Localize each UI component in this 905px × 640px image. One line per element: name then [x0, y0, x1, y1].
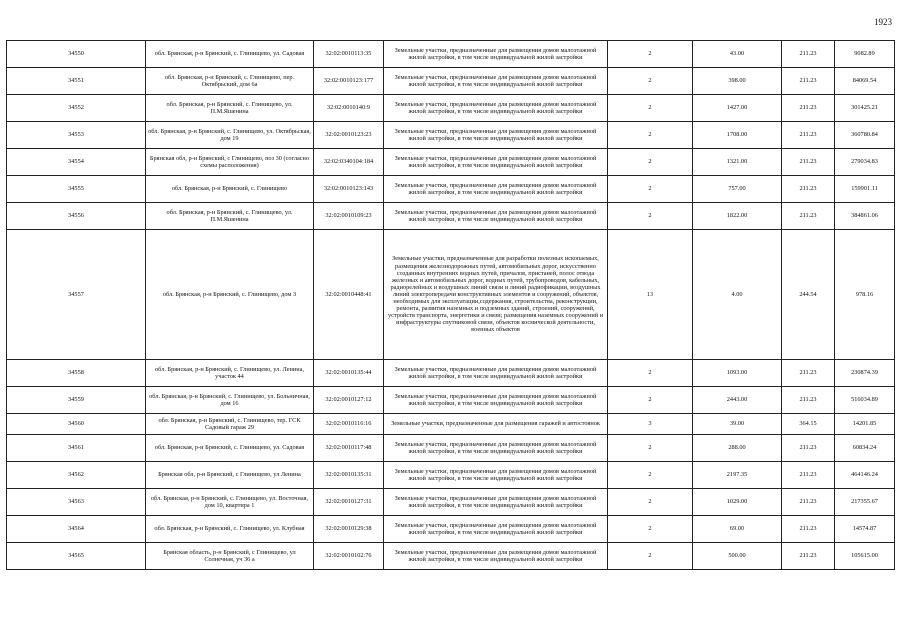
- row-cadastral-value: 384861.06: [835, 203, 895, 230]
- row-group: 3: [608, 414, 693, 435]
- row-area: 43.00: [693, 41, 782, 68]
- row-land-use: Земельные участки, предназначенные для размещения домов малоэтажной жилой застройки, в том числе индивидуальной жилой застройки: [384, 387, 608, 414]
- table-row: [7, 414, 895, 435]
- row-number: 34561: [7, 435, 146, 462]
- row-land-use: Земельные участки, предназначенные для размещения домов малоэтажной жилой застройки, в том числе индивидуальной жилой застройки: [384, 149, 608, 176]
- row-specific-value: 211.23: [782, 122, 835, 149]
- row-specific-value: 211.23: [782, 435, 835, 462]
- row-group: 13: [608, 230, 693, 360]
- row-number: 34565: [7, 543, 146, 570]
- row-cadastral-value: 60834.24: [835, 435, 895, 462]
- row-specific-value: 211.23: [782, 543, 835, 570]
- row-land-use: Земельные участки, предназначенные для размещения домов малоэтажной жилой застройки, в том числе индивидуальной жилой застройки: [384, 95, 608, 122]
- row-area: 1708.00: [693, 122, 782, 149]
- row-cadastral-number: 32:02:0010113:35: [314, 41, 384, 68]
- row-address: обл. Брянская, р-н Брянский, с. Глинищево, дом 3: [146, 230, 314, 360]
- row-land-use: Земельные участки, предназначенные для размещения домов малоэтажной жилой застройки, в том числе индивидуальной жилой застройки: [384, 122, 608, 149]
- row-cadastral-value: 159901.11: [835, 176, 895, 203]
- row-cadastral-number: 32:02:0010123:23: [314, 122, 384, 149]
- table-row: [7, 435, 895, 462]
- row-area: 398.00: [693, 68, 782, 95]
- row-number: 34563: [7, 489, 146, 516]
- row-cadastral-value: 978.16: [835, 230, 895, 360]
- row-number: 34560: [7, 414, 146, 435]
- row-address: обл. Брянская, р-н Брянский, с. Глинищево, ул. Восточная, дом 10, квартира 1: [146, 489, 314, 516]
- row-cadastral-value: 279034.83: [835, 149, 895, 176]
- row-land-use: Земельные участки, предназначенные для размещения домов малоэтажной жилой застройки, в том числе индивидуальной жилой застройки: [384, 41, 608, 68]
- row-group: 2: [608, 149, 693, 176]
- table-row: [7, 462, 895, 489]
- row-cadastral-value: 14201.85: [835, 414, 895, 435]
- row-number: 34562: [7, 462, 146, 489]
- row-address: Брянская обл, р-н Брянский, с Глинищево, ул Ленина: [146, 462, 314, 489]
- row-number: 34550: [7, 41, 146, 68]
- row-cadastral-number: 32:02:0010127:12: [314, 387, 384, 414]
- row-number: 34551: [7, 68, 146, 95]
- row-specific-value: 211.23: [782, 41, 835, 68]
- row-address: обл. Брянская, р-н Брянский, с. Глинищево, ул. Клубная: [146, 516, 314, 543]
- row-group: 2: [608, 95, 693, 122]
- row-address: обл. Брянская, р-н Брянский, с. Глинищево, ул. П.М.Яшенина: [146, 95, 314, 122]
- row-specific-value: 211.23: [782, 95, 835, 122]
- row-cadastral-value: 105615.00: [835, 543, 895, 570]
- table-row: [7, 176, 895, 203]
- row-cadastral-number: 32:02:0010123:143: [314, 176, 384, 203]
- row-address: обл. Брянская, р-н Брянский, с. Глинищево, пер. Октябрьский, дом 6а: [146, 68, 314, 95]
- row-number: 34558: [7, 360, 146, 387]
- row-area: 2443.00: [693, 387, 782, 414]
- row-cadastral-value: 9082.89: [835, 41, 895, 68]
- row-address: Брянская область, р-н Брянский, с Глинищево, ул Солнечная, уч 36 а: [146, 543, 314, 570]
- row-number: 34554: [7, 149, 146, 176]
- row-cadastral-value: 230874.39: [835, 360, 895, 387]
- row-land-use: Земельные участки, предназначенные для размещения домов малоэтажной жилой застройки, в том числе индивидуальной жилой застройки: [384, 543, 608, 570]
- page-number: 1923: [874, 17, 892, 27]
- row-cadastral-number: 32:02:0010102:76: [314, 543, 384, 570]
- row-area: 1321.00: [693, 149, 782, 176]
- row-land-use: Земельные участки, предназначенные для размещения гаражей и автостоянок: [384, 414, 608, 435]
- row-specific-value: 211.23: [782, 360, 835, 387]
- row-cadastral-number: 32:02:0340104:184: [314, 149, 384, 176]
- row-cadastral-value: 84069.54: [835, 68, 895, 95]
- row-cadastral-value: 301425.21: [835, 95, 895, 122]
- table-row: [7, 543, 895, 570]
- row-area: 288.00: [693, 435, 782, 462]
- row-land-use: Земельные участки, предназначенные для размещения домов малоэтажной жилой застройки, в том числе индивидуальной жилой застройки: [384, 435, 608, 462]
- row-cadastral-value: 464146.24: [835, 462, 895, 489]
- row-area: 1822.00: [693, 203, 782, 230]
- row-address: Брянская обл, р-н Брянский, с Глинищево, поз 30 (согласно схемы расположения): [146, 149, 314, 176]
- row-address: обл. Брянская, р-н Брянский, с. Глинищево, ул. П.М.Яшенина: [146, 203, 314, 230]
- row-land-use: Земельные участки, предназначенные для размещения домов малоэтажной жилой застройки, в том числе индивидуальной жилой застройки: [384, 176, 608, 203]
- row-cadastral-value: 14574.87: [835, 516, 895, 543]
- row-specific-value: 211.23: [782, 149, 835, 176]
- row-specific-value: 364.15: [782, 414, 835, 435]
- row-area: 500.00: [693, 543, 782, 570]
- cadastral-value-table: [6, 40, 895, 570]
- row-cadastral-number: 32:02:0010109:23: [314, 203, 384, 230]
- row-group: 2: [608, 360, 693, 387]
- row-cadastral-number: 32:02:0010127:31: [314, 489, 384, 516]
- row-number: 34555: [7, 176, 146, 203]
- row-specific-value: 211.23: [782, 176, 835, 203]
- row-specific-value: 211.23: [782, 387, 835, 414]
- row-address: обл. Брянская, р-н Брянский, с. Глинищево: [146, 176, 314, 203]
- row-number: 34557: [7, 230, 146, 360]
- row-specific-value: 211.23: [782, 516, 835, 543]
- row-land-use: Земельные участки, предназначенные для размещения домов малоэтажной жилой застройки, в том числе индивидуальной жилой застройки: [384, 360, 608, 387]
- row-land-use: Земельные участки, предназначенные для размещения домов малоэтажной жилой застройки, в том числе индивидуальной жилой застройки: [384, 68, 608, 95]
- table-row: [7, 203, 895, 230]
- row-number: 34553: [7, 122, 146, 149]
- row-area: 2197.35: [693, 462, 782, 489]
- table-row: [7, 360, 895, 387]
- row-number: 34559: [7, 387, 146, 414]
- row-area: 757.00: [693, 176, 782, 203]
- row-land-use: Земельные участки, предназначенные для размещения домов малоэтажной жилой застройки, в том числе индивидуальной жилой застройки: [384, 462, 608, 489]
- row-group: 2: [608, 462, 693, 489]
- row-land-use: Земельные участки, предназначенные для разработки полезных ископаемых, размещения железнодорожных путей, автомобильных дорог, искусственно созданных внутренних водных путей, причалов, пристаней, полос отвода железных и автомобильных дорог, водных путей, трубопроводов, кабельных, радиорелейных и воздушных линий связи и линий радиофикации, воздушных линий электропередачи конструктивных элементов и сооружений, объектов, необходимых для эксплуатации,содержания, строительства, реконструкции, ремонта, развития наземных и подземных зданий, строений, сооружений, устройств транспорта, энергетики и связи; размещения наземных сооружений и инфраструктуры спутниковой связи, объектов космической деятельности, военных объектов: [384, 230, 608, 360]
- row-number: 34564: [7, 516, 146, 543]
- row-specific-value: 211.23: [782, 462, 835, 489]
- row-specific-value: 211.23: [782, 489, 835, 516]
- row-specific-value: 211.23: [782, 203, 835, 230]
- row-address: обл. Брянская, р-н Брянский, с. Глинищево, ул. Садовая: [146, 41, 314, 68]
- row-group: 2: [608, 41, 693, 68]
- row-cadastral-number: 32:02:0010129:38: [314, 516, 384, 543]
- row-number: 34556: [7, 203, 146, 230]
- row-area: 1093.00: [693, 360, 782, 387]
- row-specific-value: 211.23: [782, 68, 835, 95]
- row-address: обл. Брянская, р-н Брянский, с. Глинищево, тер. ГСК Садовый гараж 29: [146, 414, 314, 435]
- row-cadastral-value: 516034.89: [835, 387, 895, 414]
- row-area: 4.00: [693, 230, 782, 360]
- table-row: [7, 41, 895, 68]
- row-land-use: Земельные участки, предназначенные для размещения домов малоэтажной жилой застройки, в том числе индивидуальной жилой застройки: [384, 489, 608, 516]
- row-cadastral-number: 32:02:0010135:44: [314, 360, 384, 387]
- table-row: [7, 516, 895, 543]
- row-cadastral-number: 32:02:0010123:177: [314, 68, 384, 95]
- row-group: 2: [608, 543, 693, 570]
- row-cadastral-number: 32:02:0010140:9: [314, 95, 384, 122]
- row-address: обл. Брянская, р-н Брянский, с. Глинищево, ул. Садовая: [146, 435, 314, 462]
- row-group: 2: [608, 516, 693, 543]
- row-group: 2: [608, 489, 693, 516]
- row-cadastral-number: 32:02:0010117:48: [314, 435, 384, 462]
- row-cadastral-number: 32:02:0010135:31: [314, 462, 384, 489]
- row-address: обл. Брянская, р-н Брянский, с. Глинищево, ул. Октябрьская, дом 19: [146, 122, 314, 149]
- table-row: [7, 149, 895, 176]
- row-area: 69.00: [693, 516, 782, 543]
- row-area: 39.00: [693, 414, 782, 435]
- row-cadastral-value: 217355.67: [835, 489, 895, 516]
- row-land-use: Земельные участки, предназначенные для размещения домов малоэтажной жилой застройки, в том числе индивидуальной жилой застройки: [384, 516, 608, 543]
- table-row: [7, 230, 895, 360]
- row-cadastral-number: 32:02:0010448:41: [314, 230, 384, 360]
- row-cadastral-number: 32:02:0010116:16: [314, 414, 384, 435]
- row-address: обл. Брянская, р-н Брянский, с. Глинищево, ул. Ленина, участок 44: [146, 360, 314, 387]
- row-address: обл. Брянская, р-н Брянский, с. Глинищево, ул. Больничная, дом 16: [146, 387, 314, 414]
- row-group: 2: [608, 68, 693, 95]
- row-group: 2: [608, 176, 693, 203]
- row-number: 34552: [7, 95, 146, 122]
- table-row: [7, 95, 895, 122]
- row-area: 1427.00: [693, 95, 782, 122]
- row-cadastral-value: 360780.84: [835, 122, 895, 149]
- table-row: [7, 489, 895, 516]
- row-group: 2: [608, 203, 693, 230]
- row-area: 1029.00: [693, 489, 782, 516]
- table-row: [7, 68, 895, 95]
- row-group: 2: [608, 387, 693, 414]
- row-group: 2: [608, 122, 693, 149]
- row-group: 2: [608, 435, 693, 462]
- row-specific-value: 244.54: [782, 230, 835, 360]
- table-row: [7, 122, 895, 149]
- row-land-use: Земельные участки, предназначенные для размещения домов малоэтажной жилой застройки, в том числе индивидуальной жилой застройки: [384, 203, 608, 230]
- table-row: [7, 387, 895, 414]
